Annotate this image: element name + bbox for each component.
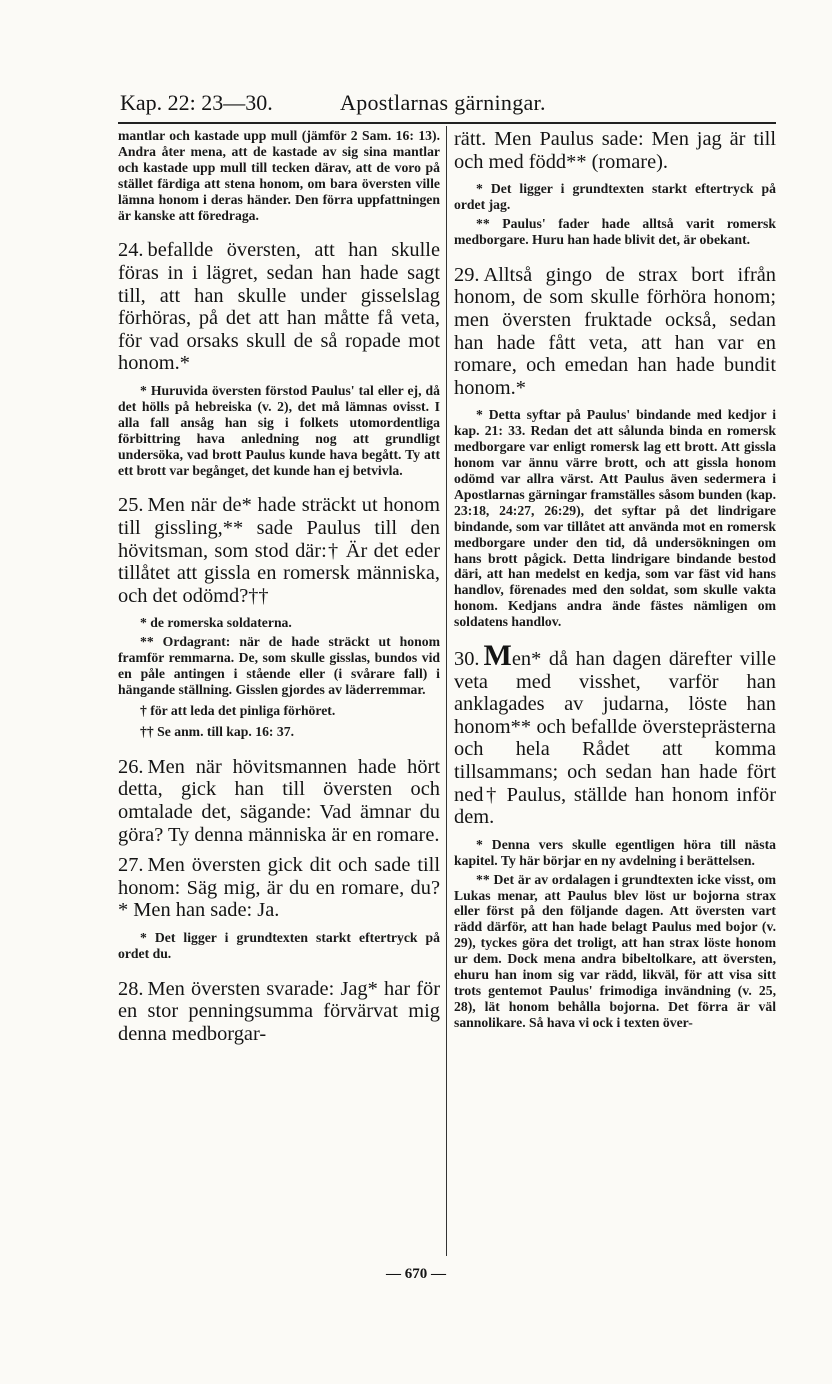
verse-text: Men när de* hade sträckt ut honom till gissling,** sade Paulus till den hövitsman, som stod där:† Är det eder tillåtet att gissla en romersk människa, och det odömd?†† — [118, 494, 440, 607]
footnote: ** Ordagrant: när de hade sträckt ut honom framför remmarna. De, som skulle gisslas, bundos vid en påle antingen i stående eller (i svårare fall) i hängande ställning. Gisslen gjordes av läderremmar. — [118, 634, 440, 698]
verse-30 — [454, 639, 776, 829]
verse-number: 25. — [118, 494, 144, 517]
verse-text: Alltså gingo de strax bort ifrån honom, de som skulle förhöra honom; men översten fruktade också, sedan han hade fått veta, att han var en romare, och emedan han hade bundit honom.* — [454, 263, 776, 399]
verse-24 — [118, 239, 440, 375]
verse-text: befallde översten, att han skulle föras in i lägret, sedan han hade sagt till, att han skulle under gisselslag förhöras, på det att han måtte få veta, för vad orsaks skull de så ropade mot honom.* — [118, 239, 440, 375]
verse-text: Men översten svarade: Jag* har för en stor penningsumma förvärvat mig denna medborgar- — [118, 977, 440, 1045]
verse-number: 26. — [118, 755, 144, 778]
footnote: † för att leda det pinliga förhöret. — [140, 702, 336, 718]
footnote: * Huruvida översten förstod Paulus' tal eller ej, då det hölls på hebreiska (v. 2), det må lämnas ovisst. I alla fall ansåg han sig i folkets utomordentliga förbittring hava anledning nog att grundligt undersöka, vad brott Paulus kunde hava begått. Ty att ett brott var begånget, det kunde han ej betvivla. — [118, 383, 440, 478]
verse-number: 24. — [118, 239, 144, 262]
footnote-continuation: mantlar och kastade upp mull (jämför 2 Sam. 16: 13). Andra åter mena, att de kastade av sig sina mantlar och kastade upp mull till tecken därav, att de voro på stället färdiga att stena honom, om bara översten ville lämna honom i deras händer. Den förra uppfattningen är kanske att föredraga. — [118, 128, 440, 223]
page-number: — 670 — — [386, 1266, 446, 1282]
verse-number: 27. — [118, 854, 144, 877]
book-title: Apostlarnas gärningar. — [340, 90, 546, 115]
footnote: †† Se anm. till kap. 16: 37. — [140, 723, 294, 739]
running-header — [118, 88, 776, 124]
footnote: ** Det är av ordalagen i grundtexten icke visst, om Lukas menar, att Paulus blev löst ur bojorna strax eller först på den följande dagen. Att översten vart rädd därför, att han hade belagt Paulus med bojor (v. 29), tyckes göra det troligt, att han strax löste honom ur dem. Dock mena andra bibeltolkare, att översten, ehuru han inom sig var rädd, likväl, för att visa sitt trots gentemot Paulus' frimodiga invändning (v. 25, 28), lät honom behålla bojorna. Det förra är väl sannolikare. Så hava vi ock i texten över- — [454, 871, 776, 1030]
verse-28 — [118, 978, 440, 1046]
column-divider — [446, 126, 447, 1256]
verse-text: en* då han dagen därefter ville veta med visshet, varför han anklagades av judarna, löste han honom** och befallde översteprästerna och hela Rådet att komma tillsammans; och sedan han hade fört ned† Paulus, ställde han honom inför dem. — [454, 648, 776, 829]
verse-27 — [118, 854, 440, 922]
chapter-reference: Kap. 22: 23—30. — [120, 90, 273, 115]
verse-26 — [118, 756, 440, 846]
verse-number: 28. — [118, 977, 144, 1000]
verse-number: 29. — [454, 263, 480, 286]
verse-29 — [454, 264, 776, 400]
footnote: ** Paulus' fader hade alltså varit romersk medborgare. Huru han hade blivit det, är obekant. — [454, 216, 776, 247]
footnote: * Detta syftar på Paulus' bindande med kedjor i kap. 21: 33. Redan det att sålunda binda en romersk medborgare var enligt romersk lag ett brott. Att gissla honom var ännu värre brott, och att gissla honom odömd var allra värst. Att Paulus även sedermera i Apostlarnas gärningar framställes såsom bunden (kap. 23:18, 24:27, 26:29), det syftar på det lindrigare bindande, som var tillåtet att använda mot en romersk medborgare under den tid, då undersökningen om hans brott pågick. Detta lindrigare bindande bestod däri, att han medelst en kedja, som var fäst vid hans handlov, förenades med den soldat, som skulle vakta honom. Kedjans andra ände fästes nämligen om soldatens handlov. — [454, 407, 776, 630]
verse-number: 30. — [454, 648, 480, 671]
footnote: * Det ligger i grundtexten starkt eftertryck på ordet jag. — [454, 181, 776, 213]
initial-capital: M — [483, 639, 512, 673]
footnote: * Det ligger i grundtexten starkt eftertryck på ordet du. — [118, 929, 440, 961]
verse-text: Men översten gick dit och sade till honom: Säg mig, är du en romare, du?* Men han sade: Ja. — [118, 854, 440, 922]
footnote: * de romerska soldaterna. — [140, 615, 292, 631]
verse-text: Men när hövitsmannen hade hört detta, gick han till översten och omtalade det, sägande: Vad ämnar du göra? Ty denna människa är en romare. — [118, 755, 440, 846]
left-column — [118, 128, 440, 1054]
verse-28-continued: rätt. Men Paulus sade: Men jag är till och med född** (romare). — [454, 128, 776, 173]
right-column — [454, 128, 776, 1034]
footnote: * Denna vers skulle egentligen höra till nästa kapitel. Ty här börjar en ny avdelning i berättelsen. — [454, 836, 776, 868]
verse-25 — [118, 494, 440, 607]
